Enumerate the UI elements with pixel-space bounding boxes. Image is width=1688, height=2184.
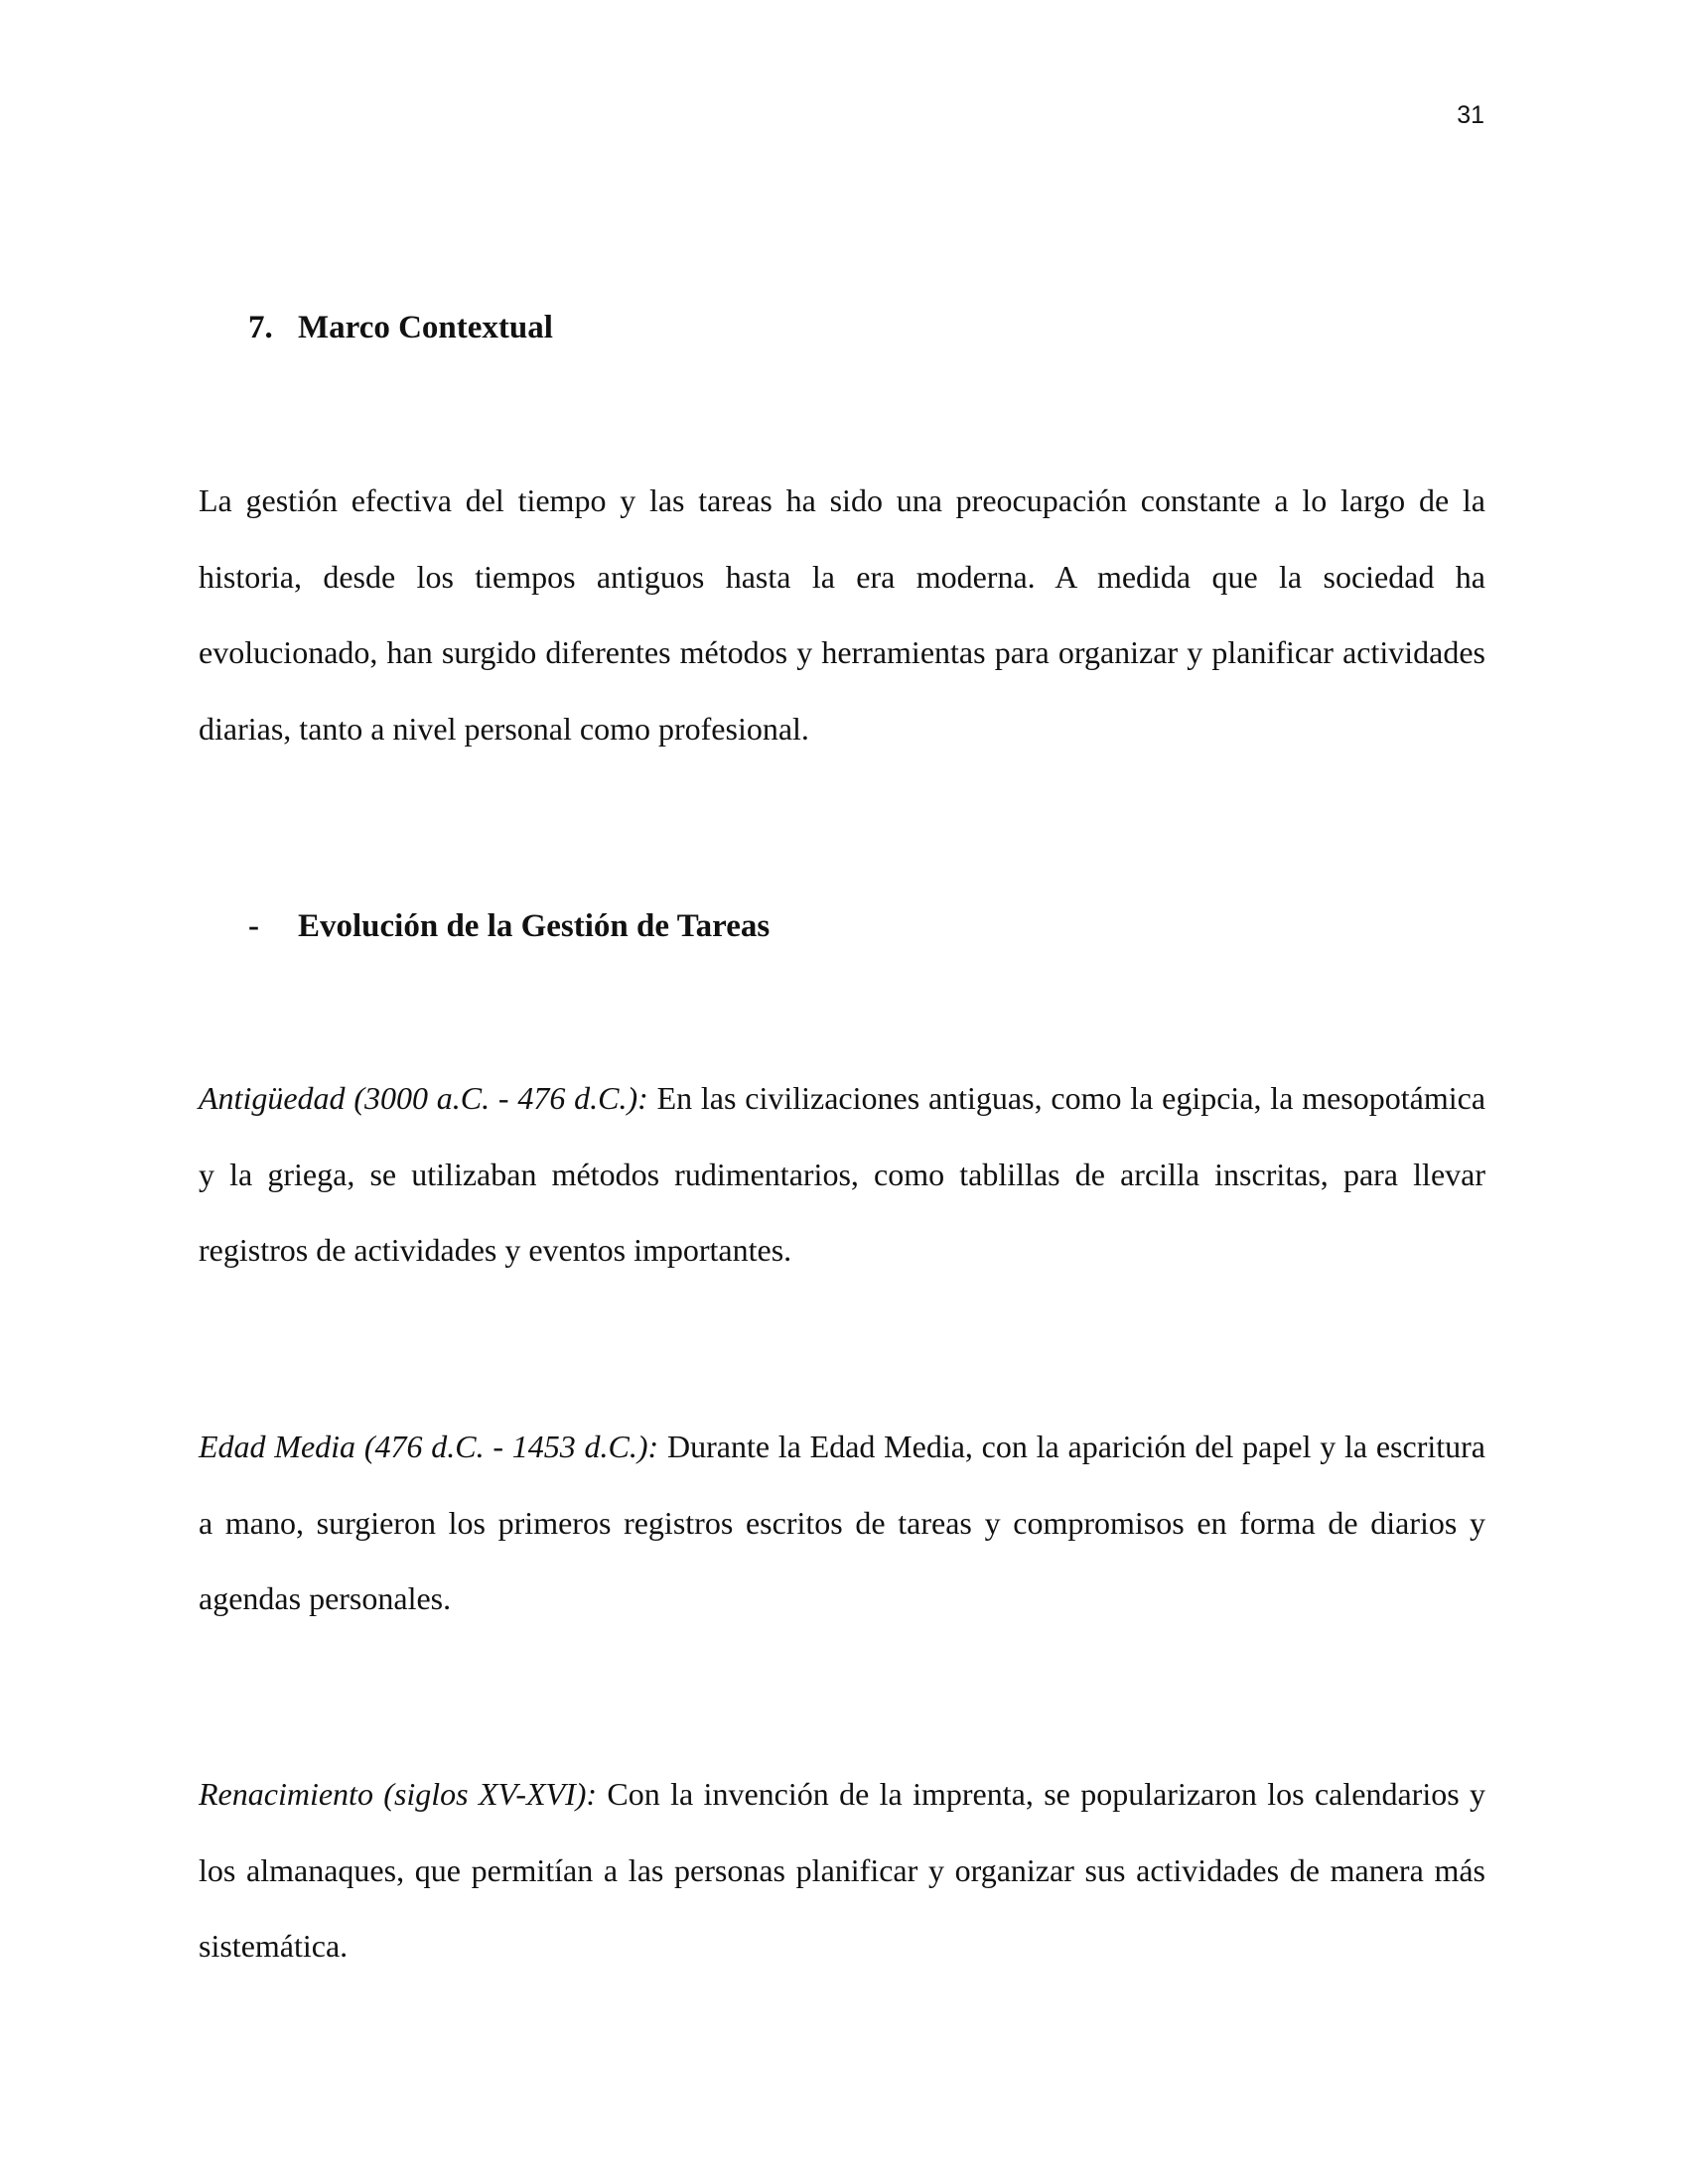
- period-text: Con la invención de la imprenta, se popularizaron los calendarios y los almanaques, que permitían a las personas planificar y organizar sus actividades de manera más sistemática.: [199, 1776, 1486, 1964]
- section-title: Marco Contextual: [298, 310, 553, 345]
- subsection-bullet: -: [248, 908, 259, 944]
- section-heading: [248, 308, 553, 347]
- page-number: 31: [1457, 101, 1484, 129]
- period-label: Antigüedad (3000 a.C. - 476 d.C.):: [199, 1080, 648, 1116]
- period-label: Edad Media (476 d.C. - 1453 d.C.):: [199, 1429, 659, 1464]
- subsection-title: Evolución de la Gestión de Tareas: [298, 908, 771, 944]
- section-number: 7.: [248, 310, 273, 345]
- period-text: En las civilizaciones antiguas, como la egipcia, la mesopotámica y la griega, se utilizaban métodos rudimentarios, como tablillas de arcilla inscritas, para llevar registros de actividades y eventos importantes.: [199, 1080, 1486, 1268]
- period-paragraph-antiguedad: [199, 1060, 1485, 1289]
- period-label: Renacimiento (siglos XV-XVI):: [199, 1776, 598, 1812]
- period-paragraph-edad-media: [199, 1409, 1485, 1637]
- period-paragraph-renacimiento: [199, 1756, 1485, 1984]
- intro-paragraph: La gestión efectiva del tiempo y las tareas ha sido una preocupación constante a lo largo de la historia, desde los tiempos antiguos hasta la era moderna. A medida que la sociedad ha evolucionado, han surgido diferentes métodos y herramientas para organizar y planificar actividades diarias, tanto a nivel personal como profesional.: [199, 482, 1485, 747]
- period-text: Durante la Edad Media, con la aparición del papel y la escritura a mano, surgieron los primeros registros escritos de tareas y compromisos en forma de diarios y agendas personales.: [199, 1429, 1486, 1616]
- subsection-heading: [248, 906, 770, 946]
